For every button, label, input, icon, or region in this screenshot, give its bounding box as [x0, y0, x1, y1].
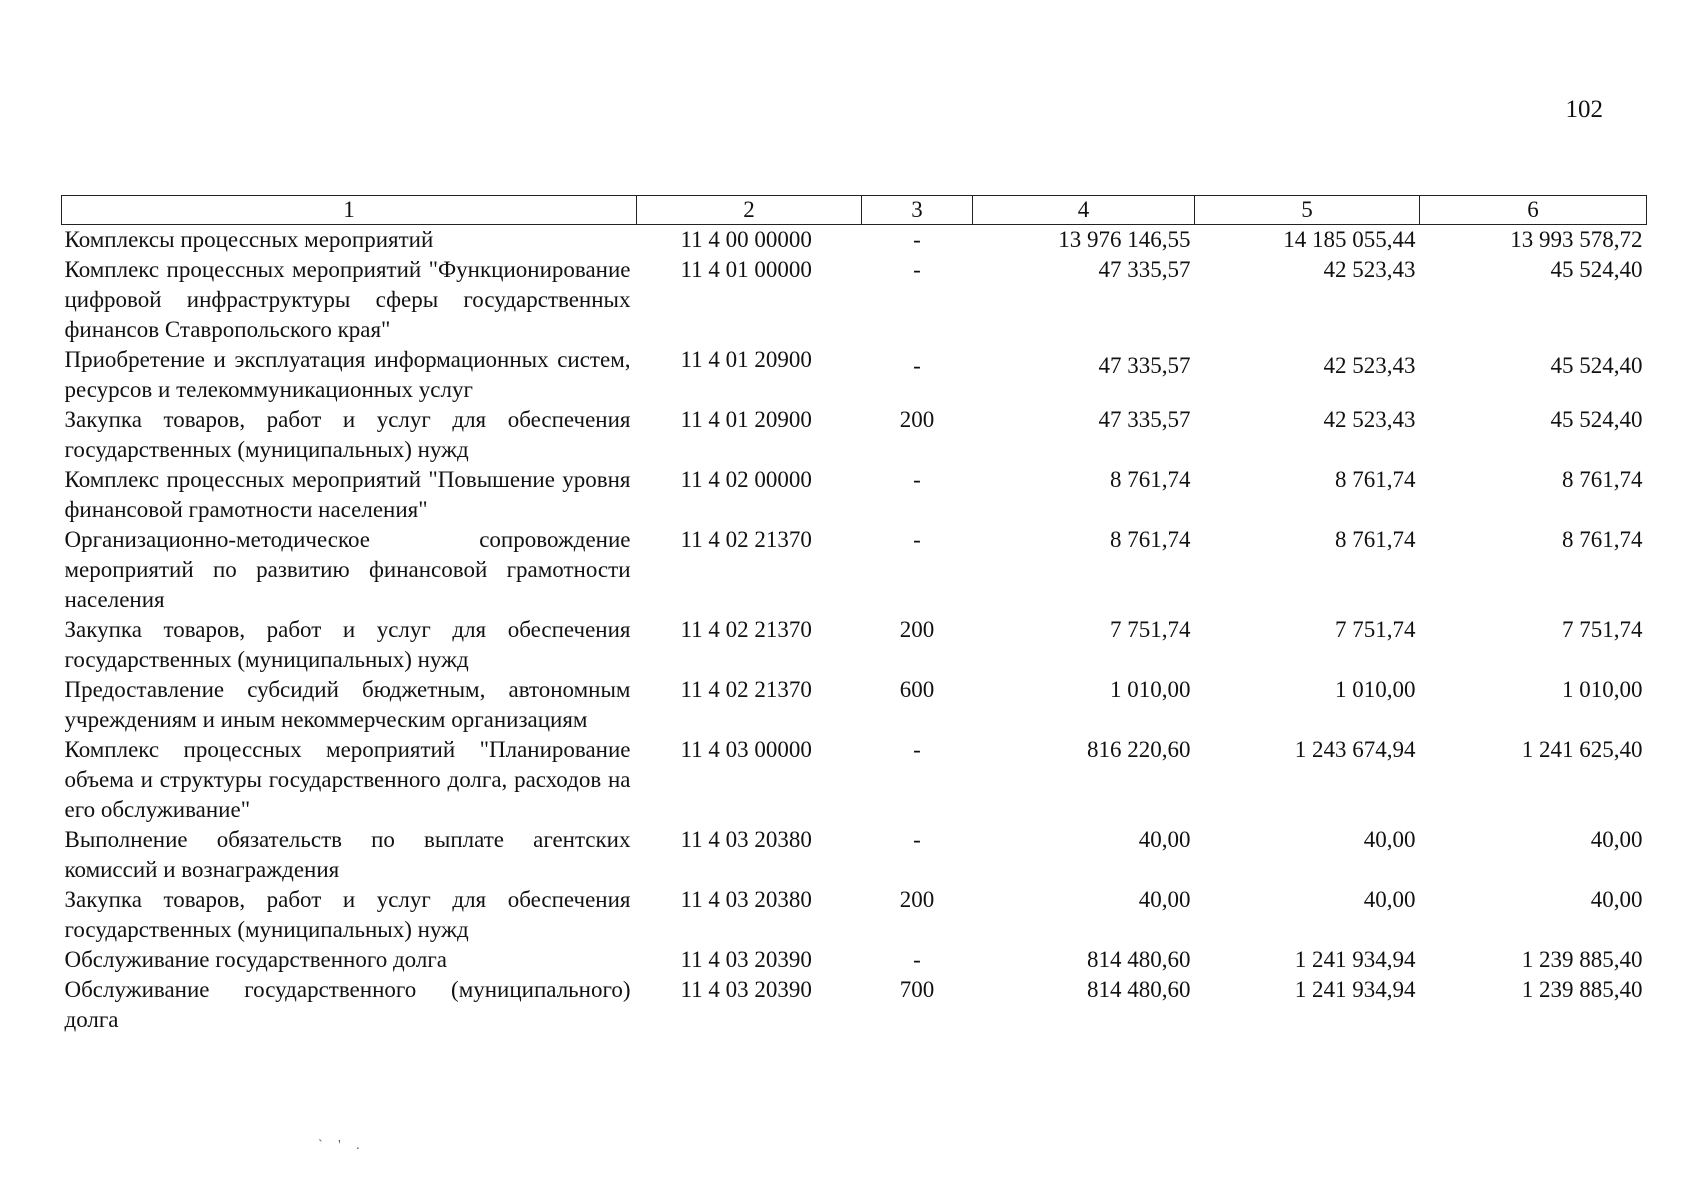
row-value-2: 1 243 674,94 — [1294, 737, 1416, 762]
row-code: 11 4 03 20390 — [680, 947, 812, 972]
row-kind: - — [913, 467, 921, 492]
row-kind: - — [913, 947, 921, 972]
row-name: Приобретение и эксплуатация информационных систем, ресурсов и телекоммуникационных услуг — [64, 347, 631, 402]
row-value-2: 14 185 055,44 — [1283, 227, 1416, 252]
table-body — [62, 225, 1647, 1036]
row-code: 11 4 03 20380 — [680, 827, 812, 852]
table-row — [62, 405, 1647, 465]
row-kind: - — [913, 737, 921, 762]
row-name: Организационно-методическое сопровождение мероприятий по развитию финансовой грамотности населения — [64, 527, 631, 612]
row-value-3: 45 524,40 — [1550, 257, 1643, 282]
row-value-2: 8 761,74 — [1335, 527, 1416, 552]
row-name: Выполнение обязательств по выплате агентских комиссий и вознаграждения — [64, 827, 631, 882]
row-name: Комплекс процессных мероприятий "Повышение уровня финансовой грамотности населения" — [64, 467, 631, 522]
row-code: 11 4 02 00000 — [680, 467, 812, 492]
column-header-2: 2 — [637, 196, 862, 225]
row-value-1: 47 335,57 — [1098, 353, 1191, 378]
row-value-2: 42 523,43 — [1323, 257, 1416, 282]
row-value-2: 1 241 934,94 — [1294, 947, 1416, 972]
row-code: 11 4 01 20900 — [680, 347, 812, 372]
row-value-1: 47 335,57 — [1098, 407, 1191, 432]
row-code: 11 4 02 21370 — [680, 527, 812, 552]
row-kind: - — [913, 257, 921, 282]
row-code: 11 4 02 21370 — [680, 677, 812, 702]
row-value-3: 8 761,74 — [1562, 527, 1643, 552]
row-name: Закупка товаров, работ и услуг для обеспечения государственных (муниципальных) нужд — [64, 617, 631, 672]
row-kind: - — [913, 227, 921, 252]
row-kind: 600 — [899, 677, 935, 702]
row-code: 11 4 03 00000 — [680, 737, 812, 762]
row-value-1: 1 010,00 — [1110, 677, 1191, 702]
row-code: 11 4 01 20900 — [680, 407, 812, 432]
row-code: 11 4 01 00000 — [680, 257, 812, 282]
table-header — [62, 196, 1647, 225]
table-row — [62, 885, 1647, 945]
row-kind: 200 — [899, 617, 935, 642]
row-value-3: 1 239 885,40 — [1521, 947, 1643, 972]
row-value-1: 13 976 146,55 — [1058, 227, 1191, 252]
row-value-3: 45 524,40 — [1550, 353, 1643, 378]
row-kind: 700 — [899, 977, 935, 1002]
row-value-1: 816 220,60 — [1087, 737, 1191, 762]
row-value-3: 7 751,74 — [1562, 617, 1643, 642]
row-kind: - — [913, 353, 921, 378]
row-name: Закупка товаров, работ и услуг для обеспечения государственных (муниципальных) нужд — [64, 887, 631, 942]
table-row — [62, 975, 1647, 1035]
page-number: 102 — [1565, 96, 1603, 123]
row-name: Предоставление субсидий бюджетным, автономным учреждениям и иным некоммерческим организациям — [64, 677, 631, 732]
row-value-3: 8 761,74 — [1562, 467, 1643, 492]
row-value-2: 7 751,74 — [1335, 617, 1416, 642]
row-name: Обслуживание государственного долга — [64, 947, 447, 972]
table-row — [62, 465, 1647, 525]
budget-table — [61, 195, 1647, 1035]
row-value-3: 45 524,40 — [1550, 407, 1643, 432]
row-value-2: 1 241 934,94 — [1294, 977, 1416, 1002]
row-kind: - — [913, 827, 921, 852]
row-value-2: 40,00 — [1363, 887, 1416, 912]
row-code: 11 4 02 21370 — [680, 617, 812, 642]
table-row — [62, 675, 1647, 735]
table-row — [62, 225, 1647, 256]
row-code: 11 4 03 20390 — [680, 977, 812, 1002]
row-value-1: 47 335,57 — [1098, 257, 1191, 282]
row-code: 11 4 00 00000 — [680, 227, 812, 252]
row-kind: 200 — [899, 887, 935, 912]
row-value-3: 1 241 625,40 — [1521, 737, 1643, 762]
row-value-3: 40,00 — [1590, 827, 1643, 852]
table-row — [62, 825, 1647, 885]
row-kind: 200 — [899, 407, 935, 432]
row-name: Комплекс процессных мероприятий "Планирование объема и структуры государственного долга, расходов на его обслуживание" — [64, 737, 631, 822]
table-row — [62, 255, 1647, 345]
row-value-3: 13 993 578,72 — [1510, 227, 1643, 252]
scan-specks: ` ' . — [318, 1138, 366, 1153]
column-header-5: 5 — [1195, 196, 1420, 225]
row-name: Комплексы процессных мероприятий — [64, 227, 434, 252]
row-value-2: 40,00 — [1363, 827, 1416, 852]
column-header-3: 3 — [862, 196, 973, 225]
row-value-2: 42 523,43 — [1323, 353, 1416, 378]
column-header-1: 1 — [62, 196, 637, 225]
table-row — [62, 345, 1647, 405]
table-row — [62, 945, 1647, 975]
row-value-2: 1 010,00 — [1335, 677, 1416, 702]
table-row — [62, 615, 1647, 675]
row-name: Комплекс процессных мероприятий "Функционирование цифровой инфраструктуры сферы государственных финансов Ставропольского края" — [64, 257, 631, 342]
column-header-6: 6 — [1420, 196, 1647, 225]
row-value-1: 8 761,74 — [1110, 467, 1191, 492]
row-value-1: 40,00 — [1138, 827, 1191, 852]
header-row — [62, 196, 1647, 225]
row-value-1: 814 480,60 — [1087, 977, 1191, 1002]
row-name: Обслуживание государственного (муниципального) долга — [64, 977, 631, 1032]
row-value-1: 814 480,60 — [1087, 947, 1191, 972]
row-kind: - — [913, 527, 921, 552]
row-value-3: 1 010,00 — [1562, 677, 1643, 702]
row-value-1: 7 751,74 — [1110, 617, 1191, 642]
row-value-3: 40,00 — [1590, 887, 1643, 912]
row-value-3: 1 239 885,40 — [1521, 977, 1643, 1002]
row-value-1: 8 761,74 — [1110, 527, 1191, 552]
row-code: 11 4 03 20380 — [680, 887, 812, 912]
column-header-4: 4 — [973, 196, 1195, 225]
table-row — [62, 525, 1647, 615]
row-name: Закупка товаров, работ и услуг для обеспечения государственных (муниципальных) нужд — [64, 407, 631, 462]
table-row — [62, 735, 1647, 825]
row-value-1: 40,00 — [1138, 887, 1191, 912]
row-value-2: 8 761,74 — [1335, 467, 1416, 492]
row-value-2: 42 523,43 — [1323, 407, 1416, 432]
